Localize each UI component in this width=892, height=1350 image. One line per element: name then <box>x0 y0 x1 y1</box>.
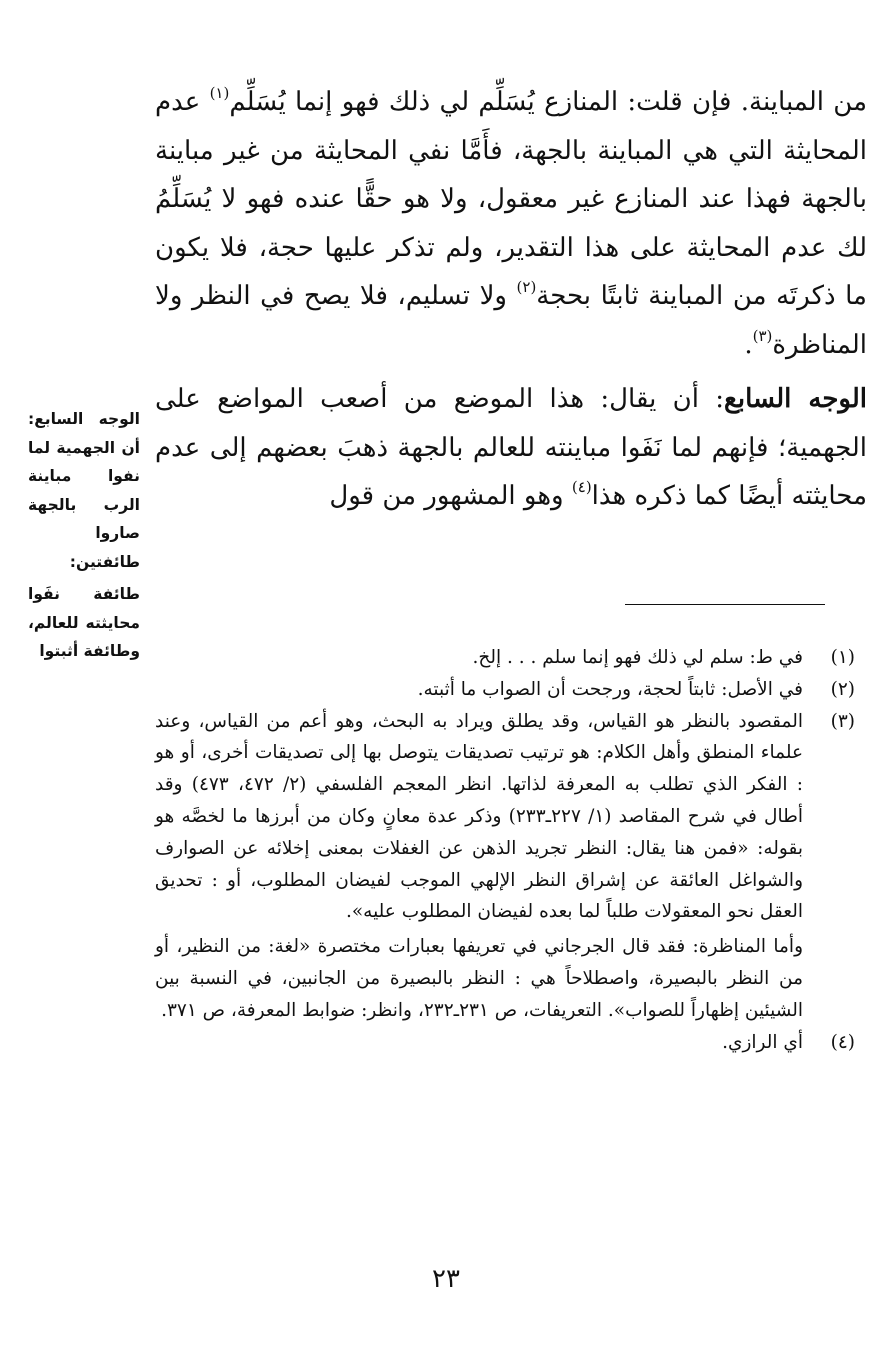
footnote <box>155 642 855 674</box>
footnote-text: المقصود بالنظر هو القياس، وقد يطلق ويراد به البحث، وهو أعم من القياس، وعند علماء المنطق وأهل الكلام: هو ترتيب تصديقات يتوصل بها إلى تصديقات أخرى، أو هو : الفكر الذي تطلب به المعرفة لذاتها. انظر المعجم الفلسفي (٢/ ٤٧٢، ٤٧٣) وقد أطال في شرح المقاصد (١/ ٢٢٧ـ٢٣٣) وذكر عدة معانٍ وكان من أبرزها ما لخصَّه هو بقوله: «فمن هنا يقال: النظر تجريد الذهن عن الغفلات بمعنى إخلائه عن الصوارف والشواغل العائقة عن إشراق النظر الإلهي الموجب لفيضان المطلوب، أو : تحديق العقل نحو المعقولات طلباً لما بعده لفيضان المطلوب عليه». <box>155 710 804 923</box>
paragraph-text: ولا تسليم، فلا يصح في النظر ولا المناظرة <box>155 281 867 360</box>
paragraph-text: عدم المحايثة التي هي المباينة بالجهة، فأَمَّا نفي المحايثة من غير مباينة بالجهة فهذا عند المنازع غير معقول، ولا هو حقًّا عنده فهو لا يُسَلِّمُ لك عدم المحايثة على هذا التقدير، ولم تذكر عليها حجة، فلا يكون ما ذكرتَه من المباينة ثابتًا بحجة <box>155 87 867 311</box>
footnote-ref: (٢) <box>516 278 537 296</box>
footnotes <box>155 642 855 1058</box>
footnote-text: في ط: سلم لي ذلك فهو إنما سلم . . . إلخ. <box>472 647 803 668</box>
section-heading: الوجه السابع <box>724 384 867 414</box>
margin-note-text: طائفة نفَوا محايثته للعالم، وطائفة أثبتوا <box>28 585 140 660</box>
footnote-number: (٣) <box>830 710 855 732</box>
footnote <box>155 674 855 706</box>
footnote <box>155 1027 855 1059</box>
page-number: ٢٣ <box>432 1264 460 1294</box>
margin-note-text: الوجه السابع: أن الجهمية لما نفوا مباينة الرب بالجهة صاروا طائفتين: <box>28 410 140 571</box>
footnote-divider <box>625 604 825 605</box>
paragraph-text: . <box>744 329 753 360</box>
footnote-number: (٤) <box>830 1031 855 1053</box>
footnote-ref: (٤) <box>571 478 592 496</box>
margin-note <box>28 405 140 666</box>
paragraph-text: وهو المشهور من قول <box>329 481 572 511</box>
paragraph-text: من المباينة. فإن قلت: المنازع يُسَلِّم لي ذلك فهو إنما يُسَلِّم <box>229 87 867 117</box>
footnote-number: (٢) <box>830 678 855 700</box>
footnote-text: وأما المناظرة: فقد قال الجرجاني في تعريفها بعبارات مختصرة «لغة: من النظير، أو من النظر بالبصيرة، واصطلاحاً هي : النظر بالبصيرة من الجانبين، في النسبة بين الشيئين إظهاراً للصواب». التعريفات، ص ٢٣١ـ٢٣٢، وانظر: ضوابط المعرفة، ص ٣٧١. <box>155 936 803 1021</box>
footnote-text: أي الرازي. <box>722 1031 803 1053</box>
footnote-ref: (١) <box>209 84 230 102</box>
main-text <box>155 78 867 521</box>
paragraph <box>155 375 867 521</box>
paragraph <box>155 78 867 369</box>
paragraph-text: : أن يقال: هذا الموضع من أصعب المواضع على الجهمية؛ فإنهم لما نَفَوا مباينته للعالم بالجهة ذهبَ بعضهم إلى عدم محايثته أيضًا كما ذكره هذا <box>155 384 867 511</box>
footnote-number: (١) <box>830 647 855 668</box>
footnote-ref: (٣) <box>752 326 773 345</box>
footnote-text: في الأصل: ثابتاً لحجة، ورجحت أن الصواب ما أثبته. <box>417 678 803 700</box>
footnote <box>155 706 855 1027</box>
